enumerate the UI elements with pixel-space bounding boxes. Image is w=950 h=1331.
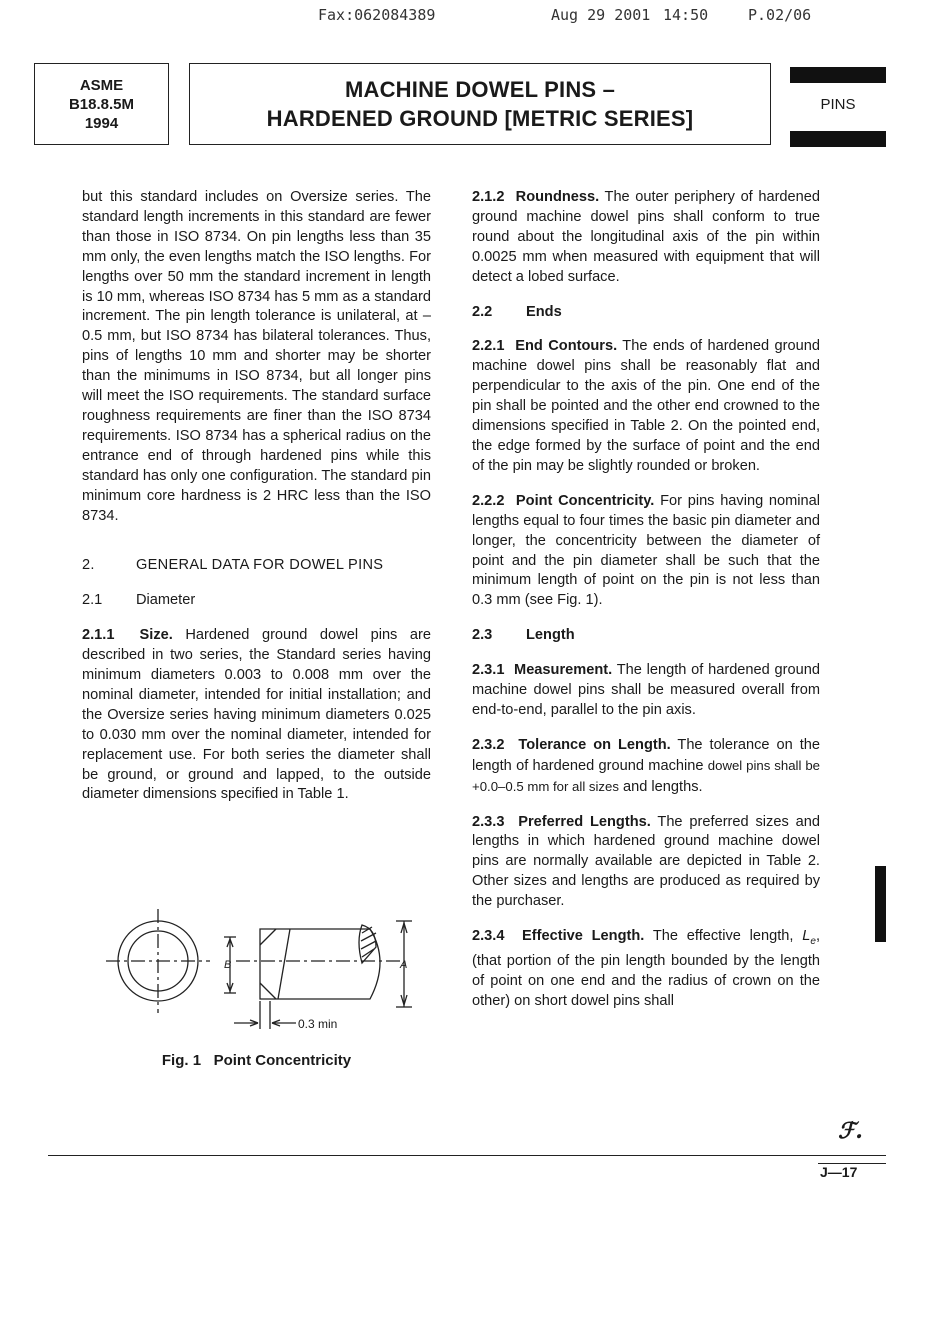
section-title: Ends [526, 303, 562, 320]
section-2-1-1-paragraph [82, 626, 431, 805]
clause-title: Effective Length. [522, 928, 645, 945]
title-line-1: MACHINE DOWEL PINS – [344, 77, 616, 102]
standard-number: B18.8.5M [68, 95, 135, 113]
figure-title: Point Concentricity [213, 1052, 352, 1069]
right-column [472, 188, 820, 1027]
fax-number: Fax:062084389 [318, 6, 436, 24]
section-number: 2.1 [82, 592, 103, 609]
section-number: 2.3 [472, 627, 493, 644]
clause-number: 2.2.1 [472, 338, 505, 355]
clause-text: The ends of hardened ground machine dowel pins shall be reasonably flat and perpendicular to the axis of the pin. One end of the pin shall be pointed and the other end crowned to the dimensions specified in Table 2. On the pointed end, the edge formed by the surface of point and the end of the pin may be slightly rounded or broken. [472, 338, 820, 474]
section-number: 2. [82, 557, 95, 574]
document-title-box [189, 63, 771, 145]
figure-dimension-note: 0.3 min [298, 1017, 338, 1031]
clause-number: 2.3.4 [472, 928, 505, 945]
clause-text-tolerance: dowel pins shall be +0.0–0.5 mm for all sizes [472, 757, 820, 794]
section-tab-bar-bottom [790, 131, 886, 147]
section-2-3-4-paragraph [472, 927, 820, 1012]
revision-bar [875, 866, 886, 942]
clause-title: Preferred Lengths. [518, 813, 651, 830]
section-title: Diameter [136, 592, 196, 609]
section-2-3-2-paragraph [472, 736, 820, 798]
section-2-3-heading [472, 626, 820, 646]
clause-text: The preferred sizes and lengths in which hardened ground machine dowel pins are normally available are depicted in Table 2. Other sizes and lengths are produced as required by the purchaser. [472, 813, 820, 910]
section-title: Length [526, 627, 575, 644]
fax-time: 14:50 [663, 6, 709, 24]
clause-number: 2.3.3 [472, 813, 505, 830]
clause-number: 2.3.1 [472, 662, 505, 679]
standard-id-box [34, 63, 169, 145]
clause-text: The tolerance on the length of hardened ground machine [472, 736, 820, 774]
section-tab-bar-top [790, 67, 886, 83]
clause-title: Point Concentricity. [515, 492, 655, 509]
section-2-heading [82, 556, 431, 576]
section-2-2-2-paragraph [472, 492, 820, 611]
title-line-2: HARDENED GROUND [METRIC SERIES] [266, 106, 694, 131]
fax-date: Aug 29 2001 [551, 6, 651, 24]
dimension-a-label: A [400, 959, 408, 971]
left-column [82, 188, 431, 820]
section-2-3-3-paragraph [472, 813, 820, 913]
pin-side-outline [260, 929, 380, 999]
clause-text: The outer periphery of hardened ground machine dowel pins shall conform to true round about the longitudinal axis of the pin within 0.0025 mm when measured with equipment that will detect a lobed surface. [472, 189, 821, 285]
point-concentricity-figure [100, 905, 440, 1035]
section-2-2-heading [472, 303, 820, 323]
intro-paragraph: but this standard includes on Oversize series. The standard length increments in this standard are fewer than those in ISO 8734. On pin lengths less than 35 mm only, the even lengths match the ISO lengths. For lengths over 50 mm the standard increment in length is 10 mm, whereas ISO 8734 has 5 mm as a standard increment. The pin length tolerance is unilateral, at –0.5 mm, but ISO 8734 has bilateral tolerances. Thus, pins of lengths 10 mm and shorter may be shorter than the minimums in ISO 8734, but all longer pins will meet the ISO requirements. The standard surface roughness requirements are finer than the ISO 8734 requirements. ISO 8734 has a spherical radius on the entrance end of through hardened pins while this standard has only one configuration. The standard pin minimum core hardness is 2 HRC less than the ISO 8734. [82, 189, 431, 524]
clause-title: Measurement. [514, 662, 613, 679]
publisher-logo: ℱ. [838, 1118, 863, 1144]
clause-number: 2.1.2 [472, 189, 505, 205]
page-number: J—17 [820, 1164, 858, 1180]
clause-text: The length of hardened ground machine dowel pins shall be measured overall from end-to-end, parallel to the pin axis. [472, 662, 820, 718]
clause-text: The effective length, [652, 928, 794, 945]
section-title: GENERAL DATA FOR DOWEL PINS [136, 557, 384, 574]
clause-number: 2.3.2 [472, 736, 505, 753]
clause-title: End Contours. [515, 338, 618, 355]
clause-title: Roundness. [515, 189, 600, 205]
org-label: ASME [79, 76, 124, 94]
dimension-b-label: B [224, 959, 232, 971]
clause-text-continued: , (that portion of the pin length bounded by the length of point on one end and the radius of crown on the other) on short dowel pins shall [472, 928, 820, 1009]
figure-caption [82, 1052, 431, 1069]
effective-length-subscript: e [810, 936, 816, 947]
standard-year: 1994 [84, 114, 119, 132]
figure-number: Fig. 1 [161, 1052, 202, 1069]
footer-rule [48, 1155, 886, 1156]
fax-page: P.02/06 [748, 6, 812, 24]
section-2-3-1-paragraph [472, 661, 820, 721]
clause-number: 2.2.2 [472, 492, 505, 509]
clause-text: For pins having nominal lengths equal to four times the basic pin diameter and longer, the concentricity between the diameter of point and the pin diameter shall be such that the minimum length of point on the pin is not less than 0.3 mm (see Fig. 1). [472, 492, 821, 609]
section-2-1-heading [82, 591, 431, 611]
effective-length-symbol: L [802, 928, 811, 945]
clause-text: Hardened ground dowel pins are described in two series, the Standard series having minimum diameters 0.003 to 0.008 mm over the nominal diameter, intended for initial installation; and the Oversize series having minimum diameters 0.025 to 0.030 mm over the nominal diameter, intended for replacement use. For both series the diameter shall be ground, or ground and lapped, to the outside diameter dimensions specified in Table 1. [82, 627, 431, 803]
clause-title: Size. [139, 627, 173, 644]
clause-number: 2.1.1 [82, 627, 115, 644]
section-number: 2.2 [472, 303, 493, 320]
section-tab-label: PINS [820, 96, 856, 113]
clause-text-end: and lengths. [623, 778, 703, 795]
section-2-1-2-paragraph [472, 188, 820, 288]
section-2-2-1-paragraph [472, 337, 820, 476]
clause-title: Tolerance on Length. [518, 736, 671, 753]
